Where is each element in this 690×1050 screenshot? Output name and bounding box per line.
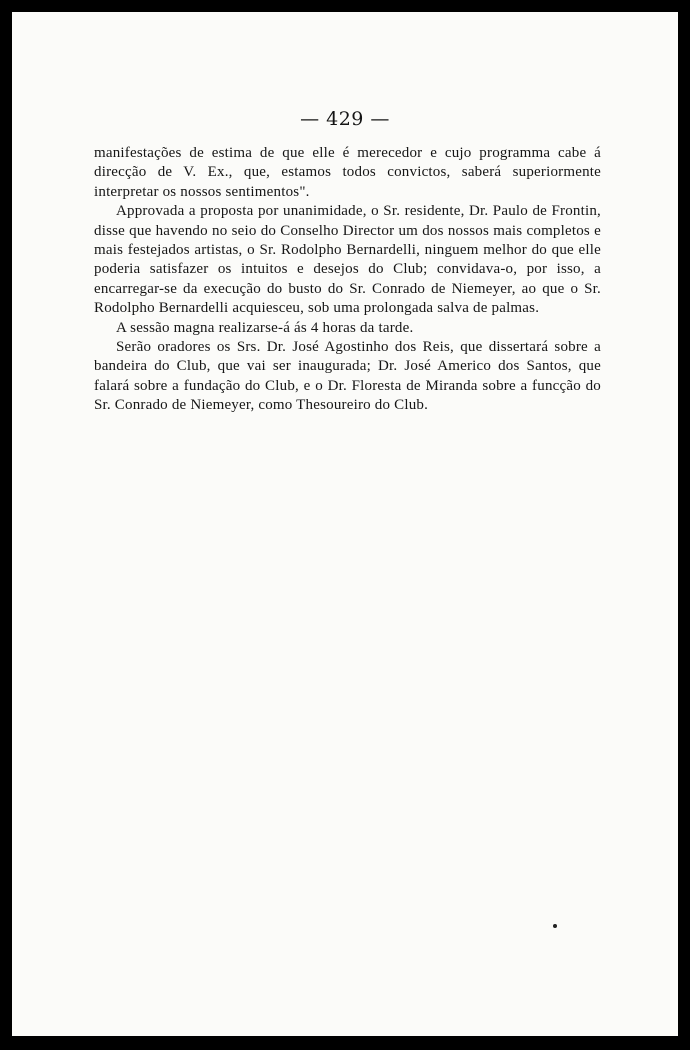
ink-speck <box>553 924 557 928</box>
page-number: — 429 — <box>300 108 390 130</box>
paragraph-1: manifestações de estima de que elle é merecedor e cujo programma cabe á direcção de V. Ex., que, estamos todos convictos, saberá superiormente interpretar os nossos sentimentos". <box>94 145 601 200</box>
paragraph-2: Approvada a proposta por unanimidade, o Sr. residente, Dr. Paulo de Frontin, disse que havendo no seio do Conselho Director um dos nossos mais completos e mais festejados artistas, o Sr. Rodolpho Bernardelli, ninguem melhor do que elle poderia satisfazer os intuitos e desejos do Club; convidava-o, por isso, a encarregar-se da execução do busto do Sr. Conrado de Niemeyer, ao que o Sr. Rodolpho Bernardelli acquiesceu, sob uma prolongada salva de palmas. <box>94 203 601 317</box>
document-page <box>12 12 678 1036</box>
paragraph-4: Serão oradores os Srs. Dr. José Agostinho dos Reis, que dissertará sobre a bandeira do Club, que vai ser inaugurada; Dr. José Americo dos Santos, que falará sobre a fundação do Club, e o Dr. Floresta de Miranda sobre a funcção do Sr. Conrado de Niemeyer, como Thesoureiro do Club. <box>94 339 601 414</box>
paragraph-3: A sessão magna realizarse-á ás 4 horas da tarde. <box>116 319 414 336</box>
body-text <box>94 144 601 416</box>
